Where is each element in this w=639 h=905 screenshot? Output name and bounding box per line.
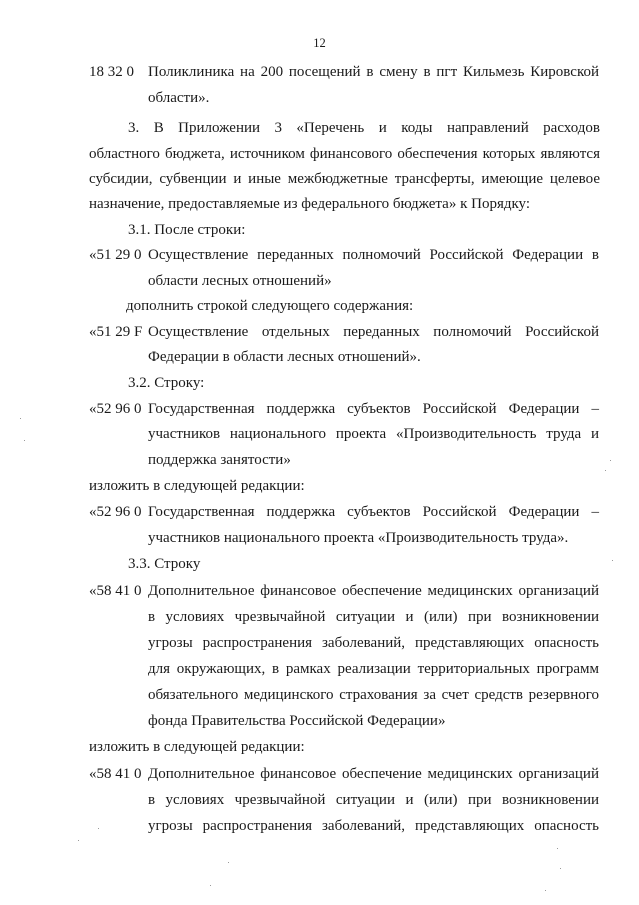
instruction-line: изложить в следующей редакции: bbox=[89, 478, 305, 494]
paragraph-line: 3. В Приложении 3 «Перечень и коды направлений расходов bbox=[128, 120, 600, 136]
entry-text-line: Федерации в области лесных отношений». bbox=[148, 349, 421, 365]
entry-text-line: в условиях чрезвычайной ситуации и (или) при возникновении bbox=[148, 609, 599, 625]
entry-text-line: угрозы распространения заболеваний, представляющих опасность bbox=[148, 635, 599, 651]
entry-code-52960: «52 96 0 bbox=[89, 401, 142, 417]
scan-speck bbox=[605, 470, 606, 471]
instruction-line: дополнить строкой следующего содержания: bbox=[126, 298, 414, 314]
scan-speck bbox=[560, 868, 561, 869]
subsection-heading: 3.2. Строку: bbox=[128, 375, 205, 391]
entry-text-line: Дополнительное финансовое обеспечение медицинских организаций bbox=[148, 766, 599, 782]
scan-speck bbox=[78, 840, 79, 841]
entry-text-line: Поликлиника на 200 посещений в смену в пгт Кильмезь Кировской bbox=[148, 64, 599, 80]
scan-speck bbox=[210, 885, 211, 886]
entry-text-line: фонда Правительства Российской Федерации» bbox=[148, 713, 446, 729]
entry-code-5129F: «51 29 F bbox=[89, 324, 143, 340]
entry-text-line: Осуществление переданных полномочий Российской Федерации в bbox=[148, 247, 599, 263]
entry-code-52960-new: «52 96 0 bbox=[89, 504, 142, 520]
entry-code-51290: «51 29 0 bbox=[89, 247, 142, 263]
entry-text-line: области». bbox=[148, 90, 210, 106]
paragraph-line: областного бюджета, источником финансового обеспечения которых являются bbox=[89, 146, 600, 162]
scan-speck bbox=[612, 560, 613, 561]
entry-text-line: участников национального проекта «Производительность труда». bbox=[148, 530, 569, 546]
entry-text-line: в условиях чрезвычайной ситуации и (или) при возникновении bbox=[148, 792, 599, 808]
entry-text-line: Осуществление отдельных переданных полномочий Российской bbox=[148, 324, 599, 340]
page-number: 12 bbox=[313, 36, 326, 50]
paragraph-line: назначение, предоставляемые из федерального бюджета» к Порядку: bbox=[89, 196, 531, 212]
scan-speck bbox=[228, 862, 229, 863]
entry-text-line: угрозы распространения заболеваний, представляющих опасность bbox=[148, 818, 599, 834]
subsection-heading: 3.1. После строки: bbox=[128, 222, 246, 238]
scan-speck bbox=[557, 848, 558, 849]
scan-speck bbox=[20, 418, 21, 419]
entry-text-line: Дополнительное финансовое обеспечение медицинских организаций bbox=[148, 583, 599, 599]
subsection-heading: 3.3. Строку bbox=[128, 556, 201, 572]
entry-code-58410-new: «58 41 0 bbox=[89, 766, 142, 782]
scan-speck bbox=[98, 828, 99, 829]
entry-code-18320: 18 32 0 bbox=[89, 64, 134, 80]
entry-text-line: для окружающих, в рамках реализации территориальных программ bbox=[148, 661, 599, 677]
entry-code-58410: «58 41 0 bbox=[89, 583, 142, 599]
instruction-line: изложить в следующей редакции: bbox=[89, 739, 305, 755]
entry-text-line: обязательного медицинского страхования за счет средств резервного bbox=[148, 687, 599, 703]
entry-text-line: области лесных отношений» bbox=[148, 273, 332, 289]
entry-text-line: Государственная поддержка субъектов Российской Федерации – bbox=[148, 401, 599, 417]
entry-text-line: Государственная поддержка субъектов Российской Федерации – bbox=[148, 504, 599, 520]
scan-speck bbox=[545, 890, 546, 891]
paragraph-line: субсидии, субвенции и иные межбюджетные трансферты, имеющие целевое bbox=[89, 171, 600, 187]
entry-text-line: участников национального проекта «Производительность труда и bbox=[148, 426, 599, 442]
entry-text-line: поддержка занятости» bbox=[148, 452, 291, 468]
scan-speck bbox=[24, 440, 25, 441]
scan-speck bbox=[610, 460, 611, 461]
